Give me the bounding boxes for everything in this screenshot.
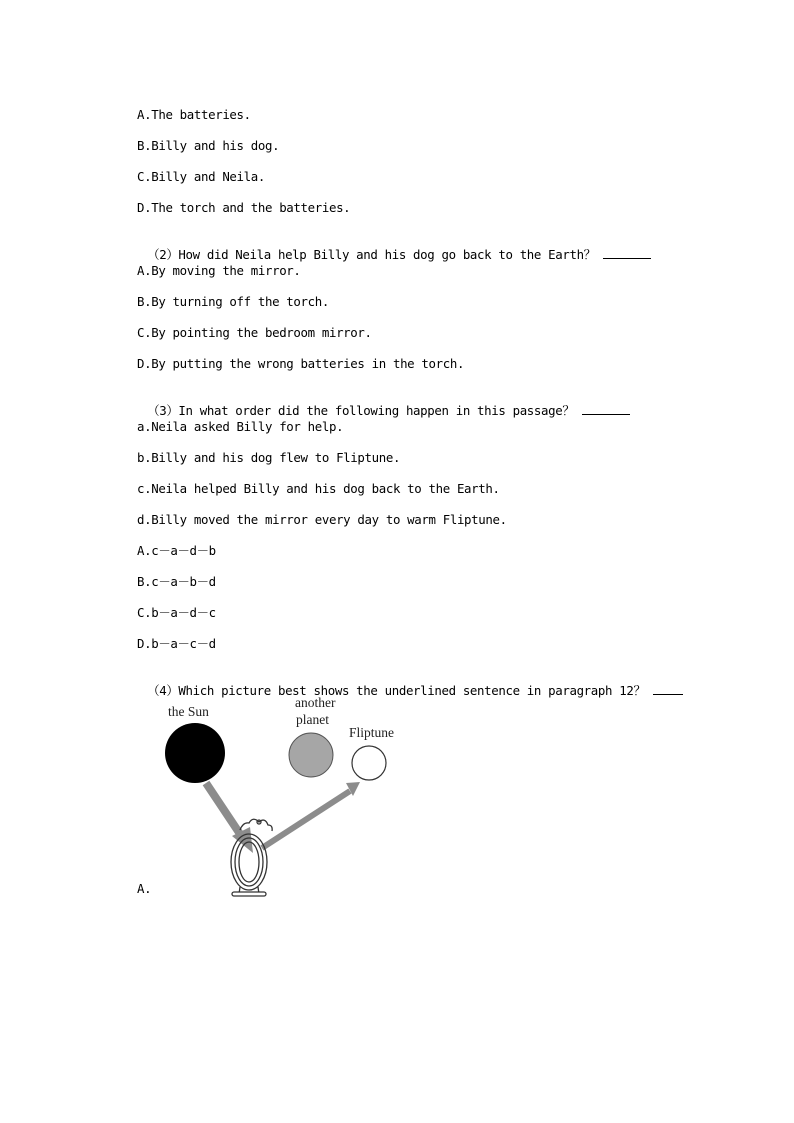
another-planet-label-line2: planet [296, 712, 329, 727]
q3-question [133, 386, 630, 419]
q2-option-d: D.By putting the wrong batteries in the torch. [137, 356, 465, 371]
q3-stem: （3）In what order did the following happen in this passage？ [147, 403, 575, 418]
q2-option-a: A.By moving the mirror. [137, 263, 301, 278]
q3-option-b: B.c－a－b－d [137, 574, 216, 589]
q2-question [133, 230, 651, 263]
fliptune-label: Fliptune [349, 725, 395, 740]
q3-option-a: A.c－a－d－b [137, 543, 216, 558]
q3-event-d: d.Billy moved the mirror every day to warm Fliptune. [137, 512, 507, 527]
q1-option-d: D.The torch and the batteries. [137, 200, 351, 215]
q3-option-d: D.b－a－c－d [137, 636, 216, 651]
another-planet-label-line1: another [295, 695, 336, 710]
another-planet-circle [289, 733, 333, 777]
q2-answer-blank[interactable] [603, 246, 651, 259]
q2-option-c: C.By pointing the bedroom mirror. [137, 325, 372, 340]
option-a-picture [160, 690, 410, 900]
q1-option-b: B.Billy and his dog. [137, 138, 280, 153]
q4-stem: （4）Which picture best shows the underlined sentence in paragraph 12？ [147, 683, 646, 698]
sun-circle [165, 723, 225, 783]
q1-option-a: A.The batteries. [137, 107, 251, 122]
q3-event-a: a.Neila asked Billy for help. [137, 419, 344, 434]
figure-drawing [160, 690, 410, 900]
q2-option-b: B.By turning off the torch. [137, 294, 329, 309]
q3-event-c: c.Neila helped Billy and his dog back to the Earth. [137, 481, 500, 496]
fliptune-circle [352, 746, 386, 780]
q2-stem: （2）How did Neila help Billy and his dog go back to the Earth？ [147, 247, 596, 262]
q1-option-c: C.Billy and Neila. [137, 169, 265, 184]
q3-answer-blank[interactable] [582, 402, 630, 415]
q3-event-b: b.Billy and his dog flew to Fliptune. [137, 450, 401, 465]
q3-option-c: C.b－a－d－c [137, 605, 216, 620]
sun-label: the Sun [168, 704, 209, 719]
reflected-arrow [262, 782, 360, 848]
q4-answer-blank[interactable] [653, 682, 683, 695]
q4-option-a-label: A. [137, 881, 152, 896]
